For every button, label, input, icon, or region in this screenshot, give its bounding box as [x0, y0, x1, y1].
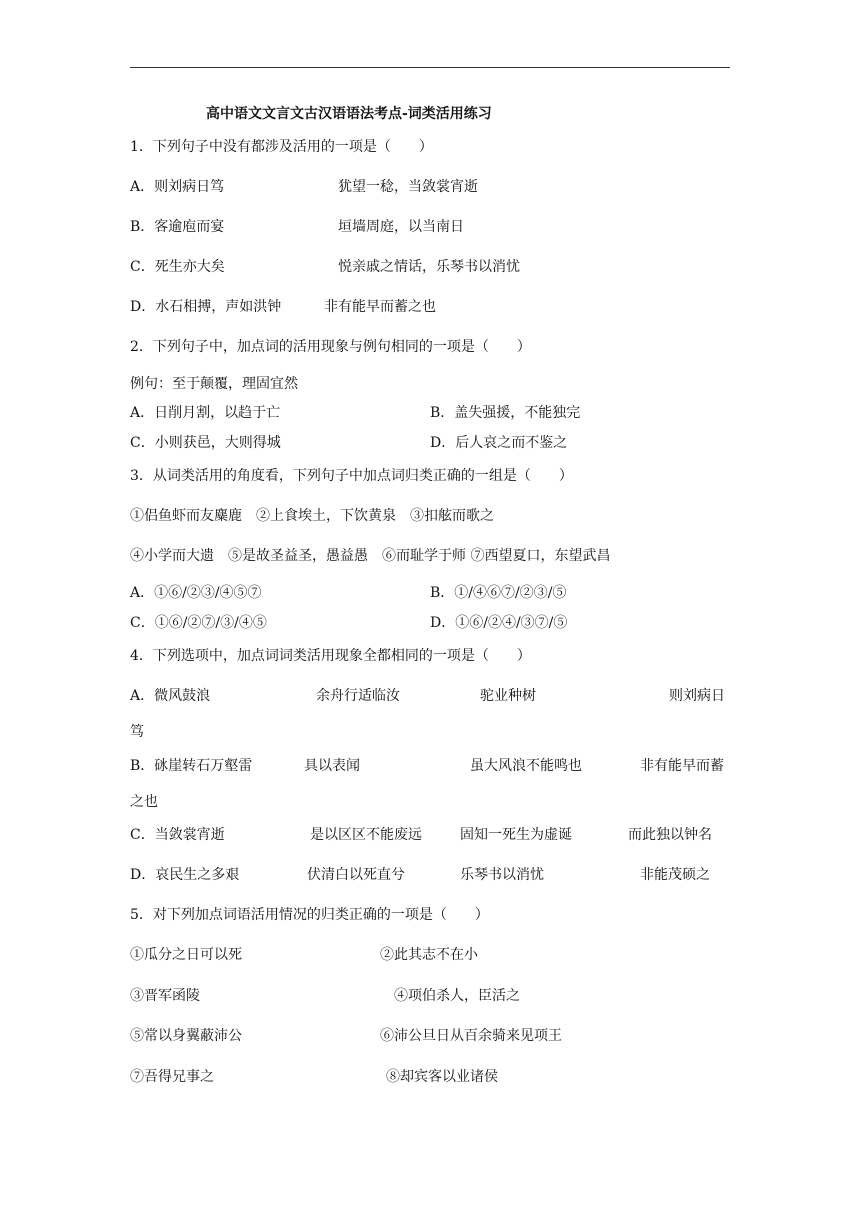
q1-option-b-left: B．客逾庖而宴	[130, 219, 225, 235]
q4-d-1: D．哀民生之多艰	[130, 867, 240, 883]
q4-b-2: 具以表闻	[304, 758, 360, 774]
q5-item-2: ②此其志不在小	[380, 947, 478, 963]
q4-a-1: A．微风鼓浪	[130, 688, 211, 704]
q3-option-d: D．①⑥/②④/③⑦/⑤	[430, 615, 568, 631]
q5-item-6: ⑥沛公旦日从百余骑来见项王	[380, 1028, 562, 1044]
q4-c-3: 固知一死生为虚诞	[460, 827, 572, 843]
q1-option-b-right: 垣墙周庭，以当南日	[338, 219, 464, 235]
q3-option-b: B．①/④⑥⑦/②③/⑤	[430, 585, 567, 601]
q2-example: 例句：至于颠覆，理固宜然	[130, 376, 298, 392]
q5-item-7: ⑦吾得兄事之	[130, 1069, 214, 1085]
q2-option-d: D．后人哀之而不鉴之	[430, 435, 568, 451]
q4-d-2: 伏清白以死直兮	[307, 867, 405, 883]
q2-option-b: B．盖失强援，不能独完	[430, 405, 581, 421]
q1-option-d-right: 非有能早而蓄之也	[324, 299, 436, 315]
q2-option-a: A．日削月割，以趋于亡	[130, 405, 281, 421]
q1-option-c-right: 悦亲戚之情话，乐琴书以消忧	[338, 259, 520, 275]
q3-option-a: A．①⑥/②③/④⑤⑦	[130, 585, 262, 601]
q5-item-5: ⑤常以身翼蔽沛公	[130, 1028, 242, 1044]
q3-items-row1: ①侣鱼虾而友麋鹿 ②上食埃土，下饮黄泉 ③扣舷而歌之	[130, 508, 494, 524]
q4-b-3: 虽大风浪不能鸣也	[470, 758, 582, 774]
q4-a-wrap: 笃	[130, 724, 144, 740]
q4-a-4: 则刘病日	[669, 688, 725, 704]
q4-a-2: 余舟行适临汝	[316, 688, 400, 704]
q4-b-1: B．砯崖转石万壑雷	[130, 758, 253, 774]
header-rule	[130, 67, 730, 68]
q2-option-c: C．小则获邑，大则得城	[130, 435, 281, 451]
page-title: 高中语文文言文古汉语语法考点-词类活用练习	[206, 106, 492, 122]
q5-item-8: ⑧却宾客以业诸侯	[386, 1069, 498, 1085]
q4-a-3: 驼业种树	[480, 688, 536, 704]
q4-c-4: 而此独以钟名	[628, 827, 712, 843]
q4-c-1: C．当敛裳宵逝	[130, 827, 225, 843]
q1-option-a-left: A．则刘病日笃	[130, 179, 225, 195]
q5-stem: 5．对下列加点词语活用情况的归类正确的一项是（ ）	[130, 907, 489, 923]
q4-b-wrap: 之也	[130, 794, 158, 810]
q5-item-1: ①瓜分之日可以死	[130, 947, 242, 963]
q3-items-row2: ④小学而大遗 ⑤是故圣益圣，愚益愚 ⑥而耻学于师 ⑦西望夏口，东望武昌	[130, 548, 611, 564]
q1-option-c-left: C．死生亦大矣	[130, 259, 225, 275]
q4-d-3: 乐琴书以消忧	[460, 867, 544, 883]
q1-option-a-right: 犹望一稔，当敛裳宵逝	[338, 179, 478, 195]
q1-option-d-left: D．水石相搏，声如洪钟	[130, 299, 282, 315]
q5-item-4: ④项伯杀人，臣活之	[394, 988, 520, 1004]
q5-item-3: ③晋军函陵	[130, 988, 200, 1004]
q3-stem: 3．从词类活用的角度看，下列句子中加点词归类正确的一组是（ ）	[130, 468, 573, 484]
q2-stem: 2．下列句子中，加点词的活用现象与例句相同的一项是（ ）	[130, 339, 531, 355]
q4-stem: 4．下列选项中，加点词词类活用现象全都相同的一项是（ ）	[130, 648, 531, 664]
q3-option-c: C．①⑥/②⑦/③/④⑤	[130, 615, 267, 631]
q4-b-4: 非有能早而蓄	[640, 758, 724, 774]
q4-c-2: 是以区区不能废远	[310, 827, 422, 843]
q4-d-4: 非能茂硕之	[640, 867, 710, 883]
q1-stem: 1．下列句子中没有都涉及活用的一项是（ ）	[130, 139, 433, 155]
